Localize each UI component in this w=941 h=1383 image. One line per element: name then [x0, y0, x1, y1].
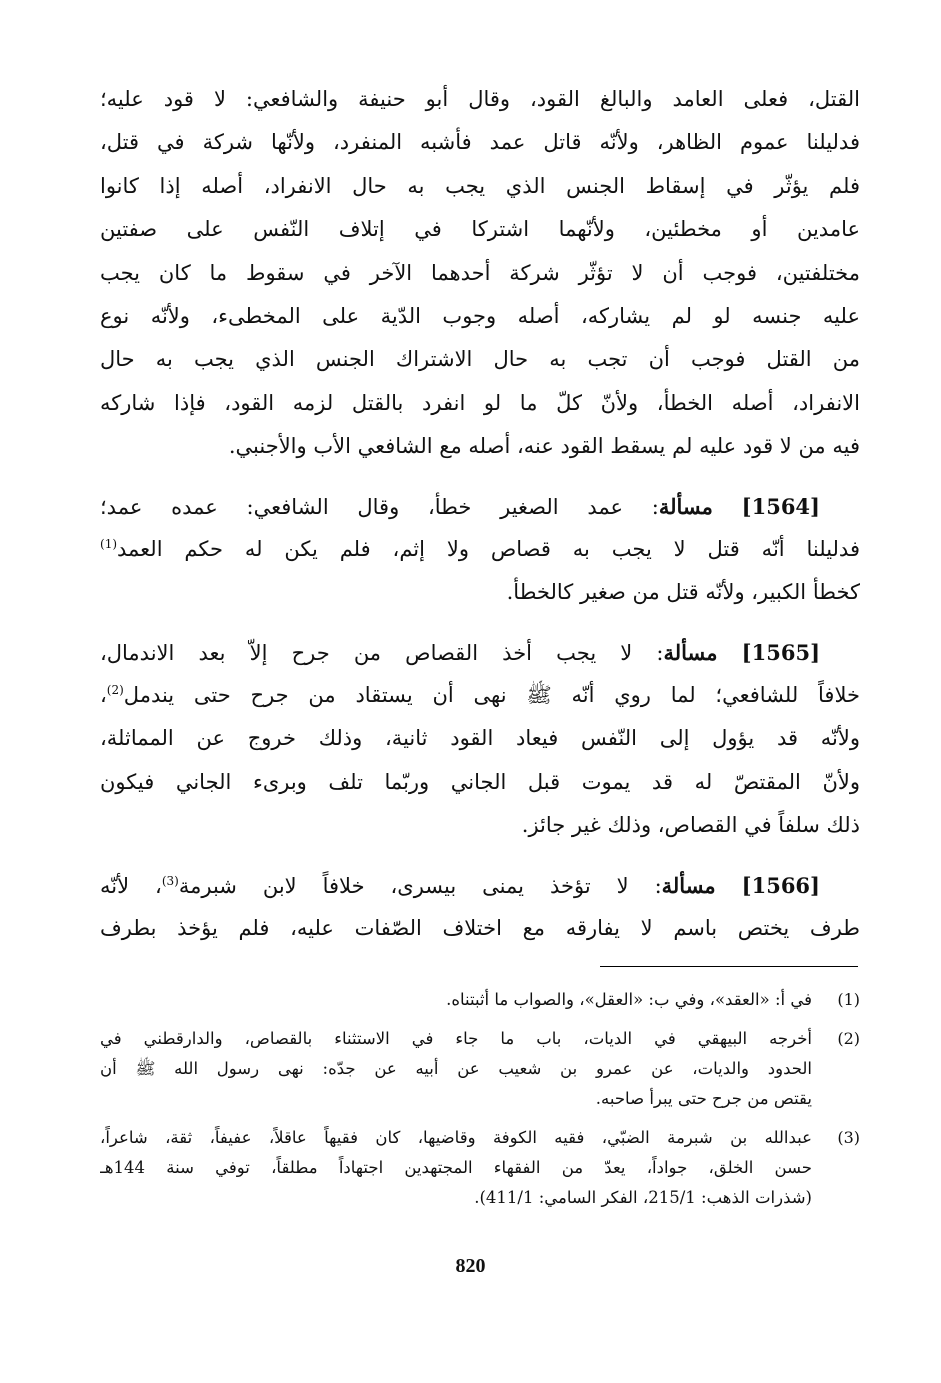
footnote-line: يقتص من جرح حتى يبرأ صاحبه.	[595, 1089, 812, 1108]
footnote-number: (3)	[837, 1128, 860, 1147]
footnote-separator	[600, 966, 858, 967]
text-span: ، لأنّه	[100, 873, 162, 898]
text-line	[100, 528, 860, 571]
text-line: فيه من لا قود عليه لم يسقط القود عنه، أصله مع الشافعي الأب والأجنبي.	[228, 434, 860, 459]
intro-paragraph	[100, 78, 860, 469]
text-line	[100, 864, 860, 907]
text-span: فدليلنا أنّه قتل لا يجب به قصاص ولا إثم، فلم يكن له حكم العمد	[117, 536, 860, 561]
footnote-line: حسن الخلق، جواداً، يعدّ من الفقهاء المجتهدين اجتهاداً مطلقاً، توفي سنة 144هـ	[100, 1158, 812, 1177]
masala-label: مسألة	[658, 493, 713, 519]
text-span: : لا يجب أخذ القصاص من جرح إلاّ بعد الاندمال،	[100, 640, 664, 665]
footnote-line: الحدود والديات، عن عمرو بن شعيب عن أبيه عن جدّه: نهى رسول الله ﷺ أن	[100, 1059, 812, 1078]
footnote-1	[100, 985, 860, 1015]
text-span: خلافاً للشافعي؛ لما روي أنّه ﷺ نهى أن يستقاد من جرح حتى يندمل	[123, 683, 860, 708]
masala-number: [1565]	[741, 639, 820, 665]
footnote-line: أخرجه البيهقي في الديات، باب ما جاء في الاستثناء بالقصاص، والدارقطني في	[100, 1029, 812, 1048]
text-line	[100, 674, 860, 717]
page-number: 820	[455, 1255, 486, 1277]
text-span: : لا تؤخذ يمنى بيسرى، خلافاً لابن شبرمة	[178, 873, 662, 898]
masala-label: مسألة	[663, 639, 718, 665]
footnote-marker: (3)	[161, 873, 179, 888]
footnote-line: في أ: «العقد»، وفي ب: «العقل»، والصواب ما أثبتناه.	[446, 990, 812, 1009]
text-line: ولأنّه قد يؤول إلى النّفس فيعاد القود ثانية، وذلك خروج عن المماثلة،	[100, 726, 860, 751]
text-line: فلم يؤثّر في إسقاط الجنس الذي يجب به حال الانفراد، أصله إذا كانوا	[100, 173, 860, 198]
masala-number: [1564]	[741, 493, 820, 519]
text-line	[100, 631, 860, 674]
text-line: ذلك سلفاً في القصاص، وذلك غير جائز.	[521, 813, 860, 838]
footnote-line: عبدالله بن شبرمة الضبّي، فقيه الكوفة وقاضيها، كان فقيهاً عاقلاً، عفيفاً، ثقة، شاعراً،	[100, 1128, 812, 1147]
footnote-line: (شذرات الذهب: 215/1، الفكر السامي: 411/1).	[474, 1188, 812, 1207]
text-line: طرف يختص باسم لا يفارقه مع اختلاف الصّفات عليه، فلم يؤخذ بطرف	[100, 916, 860, 941]
text-line: فدليلنا عموم الظاهر، ولأنّه قاتل عمد فأشبه المنفرد، ولأنّها شركة في قتل،	[100, 130, 860, 155]
masala-1565	[100, 631, 860, 848]
footnote-number: (2)	[837, 1029, 860, 1048]
footnote-number: (1)	[837, 990, 860, 1009]
footnote-text	[100, 1123, 812, 1213]
masala-1566	[100, 864, 860, 951]
footnote-marker: (1)	[100, 536, 118, 551]
footnote-text	[100, 985, 812, 1015]
text-line	[100, 485, 860, 528]
text-line: من القتل فوجب أن تجب به حال الاشتراك الجنس الذي يجب به حال	[100, 347, 860, 372]
text-span: ،	[100, 683, 107, 708]
footnote-3	[100, 1123, 860, 1213]
footnotes	[100, 985, 860, 1222]
footnote-text	[100, 1024, 812, 1114]
main-text	[100, 78, 860, 966]
masala-label: مسألة	[661, 872, 716, 898]
footnote-2	[100, 1024, 860, 1114]
text-line: ولأنّ المقتصّ له قد يموت قبل الجاني وربّما تلف وبرىء الجاني فيكون	[100, 769, 860, 794]
text-line: القتل، فعلى العامد والبالغ القود، وقال أبو حنيفة والشافعي: لا قود عليه؛	[100, 87, 860, 111]
text-line: مختلفتين، فوجب أن لا تؤثّر شركة أحدهما الآخر في سقوط ما كان يجب	[100, 260, 860, 285]
text-span: : عمد الصغير خطأ، وقال الشافعي: عمده عمد؛	[100, 494, 659, 519]
masala-1564	[100, 485, 860, 615]
masala-number: [1566]	[741, 872, 820, 898]
text-line: الانفراد، أصله الخطأ، ولأنّ كلّ ما لو انفرد بالقتل لزمه القود، فإذا شاركه	[100, 390, 860, 415]
text-line: عامدين أو مخطئين، ولأنّهما اشتركا في إتلاف النّفس على صفتين	[100, 217, 860, 242]
text-line: عليه جنسه لو لم يشاركه، أصله وجوب الدّية على المخطىء، ولأنّه نوع	[100, 303, 860, 328]
footnote-marker: (2)	[106, 683, 124, 698]
text-line: كخطأ الكبير، ولأنّه قتل من صغير كالخطأ.	[506, 580, 860, 605]
